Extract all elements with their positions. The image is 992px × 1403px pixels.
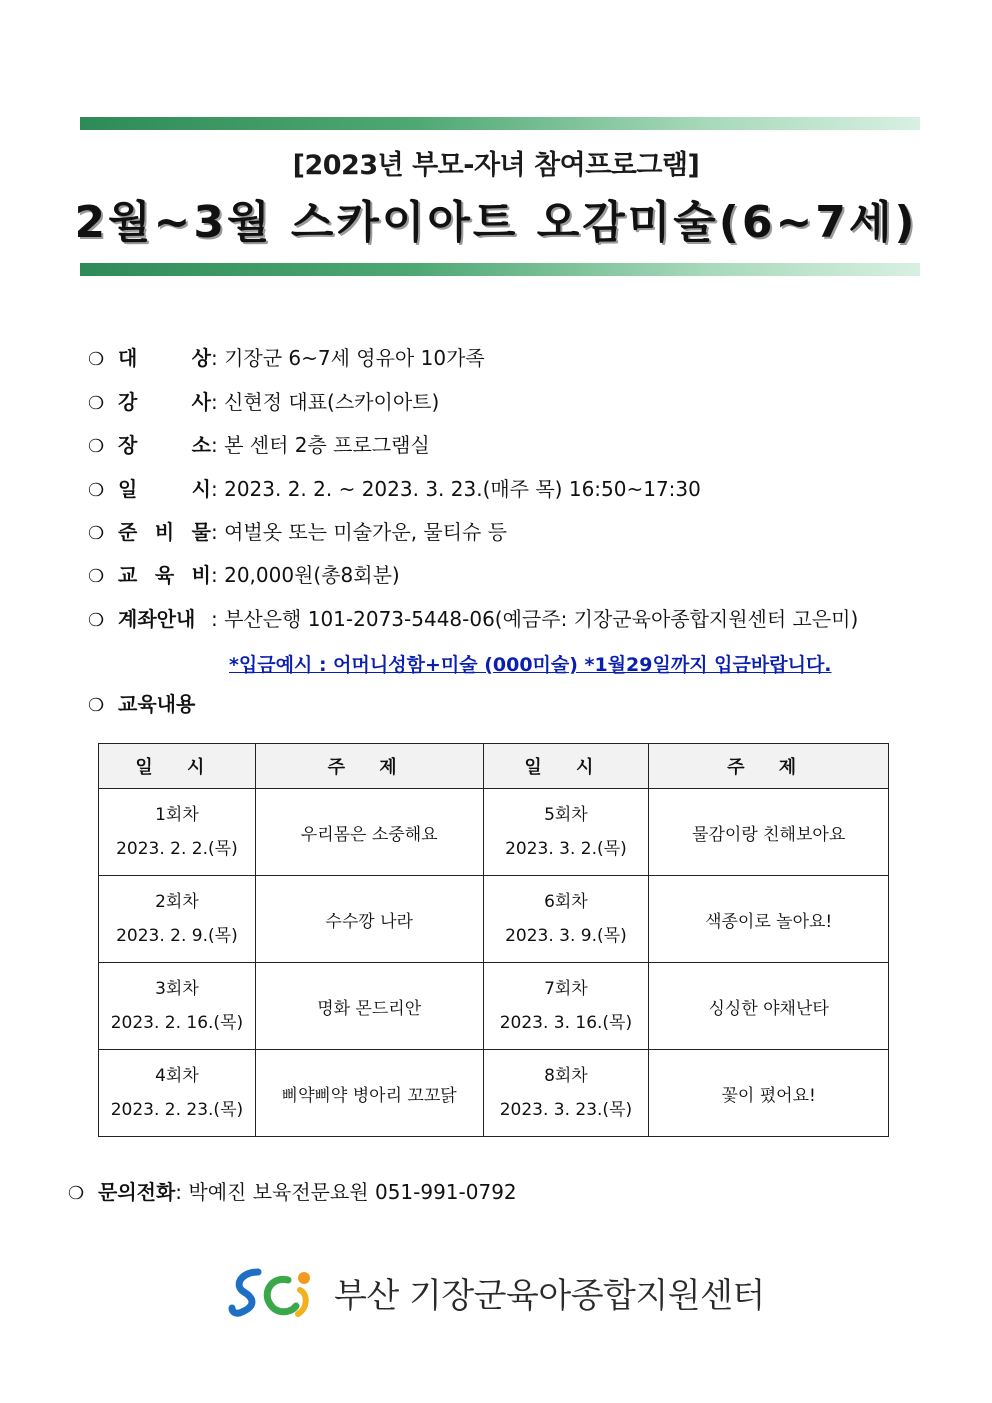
center-logo-icon bbox=[228, 1264, 320, 1320]
session-date: 2023. 3. 2.(목) bbox=[505, 839, 627, 859]
info-row-account bbox=[88, 607, 858, 633]
contact-value: : 박예진 보육전문요원 051-991-0792 bbox=[175, 1180, 517, 1204]
session-number: 3회차 bbox=[155, 979, 199, 999]
info-row-instructor bbox=[88, 390, 439, 416]
info-label: 교 육 비 bbox=[118, 563, 211, 587]
org-name: 부산 기장군육아종합지원센터 bbox=[334, 1275, 765, 1316]
session-date-cell bbox=[99, 876, 256, 963]
session-date: 2023. 2. 2.(목) bbox=[116, 839, 238, 859]
session-number: 6회차 bbox=[544, 892, 588, 912]
session-date-cell bbox=[483, 1050, 649, 1137]
info-row-fee bbox=[88, 563, 400, 589]
session-topic: 꽃이 폈어요! bbox=[649, 1050, 889, 1137]
info-row-supplies bbox=[88, 520, 507, 546]
program-subtitle: [2023년 부모-자녀 참여프로그램] bbox=[292, 150, 700, 181]
info-value: : 2023. 2. 2. ~ 2023. 3. 23.(매주 목) 16:50~17:30 bbox=[211, 477, 701, 501]
contact-label: 문의전화 bbox=[98, 1180, 176, 1204]
bullet-icon: ❍ bbox=[68, 1183, 85, 1204]
session-topic: 명화 몬드리안 bbox=[255, 963, 483, 1050]
session-date-cell bbox=[483, 963, 649, 1050]
header-date-2: 일 시 bbox=[483, 744, 649, 789]
session-date-cell bbox=[99, 963, 256, 1050]
content-heading-label: 교육내용 bbox=[118, 692, 196, 716]
session-number: 5회차 bbox=[544, 805, 588, 825]
session-date: 2023. 2. 23.(목) bbox=[110, 1100, 244, 1120]
session-date: 2023. 3. 9.(목) bbox=[505, 926, 627, 946]
session-number: 7회차 bbox=[544, 979, 588, 999]
session-number: 4회차 bbox=[155, 1066, 199, 1086]
info-value: : 20,000원(총8회분) bbox=[211, 563, 400, 587]
session-topic: 우리몸은 소중해요 bbox=[255, 789, 483, 876]
header-top-bar bbox=[80, 117, 920, 130]
info-label: 장 소 bbox=[118, 433, 211, 457]
bullet-icon: ❍ bbox=[88, 566, 105, 587]
session-number: 2회차 bbox=[155, 892, 199, 912]
info-label: 대 상 bbox=[118, 346, 211, 370]
session-date-cell bbox=[99, 789, 256, 876]
header-date-1: 일 시 bbox=[99, 744, 256, 789]
info-label: 준 비 물 bbox=[118, 520, 211, 544]
table-row bbox=[99, 1050, 889, 1137]
info-row-datetime bbox=[88, 477, 701, 503]
program-title: 2월~3월 스카이아트 오감미술(6~7세) bbox=[74, 197, 918, 248]
bullet-icon: ❍ bbox=[88, 436, 105, 457]
session-date-cell bbox=[483, 876, 649, 963]
header-topic-2: 주 제 bbox=[649, 744, 889, 789]
session-date: 2023. 3. 16.(목) bbox=[499, 1013, 633, 1033]
session-date: 2023. 3. 23.(목) bbox=[499, 1100, 633, 1120]
bullet-icon: ❍ bbox=[88, 523, 105, 544]
table-row bbox=[99, 789, 889, 876]
session-topic: 물감이랑 친해보아요 bbox=[649, 789, 889, 876]
session-date-cell bbox=[483, 789, 649, 876]
bullet-icon: ❍ bbox=[88, 610, 105, 631]
footer-logo-block bbox=[228, 1262, 765, 1322]
contact-row bbox=[68, 1176, 517, 1205]
deposit-note: *입금예시 : 어머니성함+미술 (000미술) *1월29일까지 입금바랍니다. bbox=[229, 654, 832, 676]
table-row bbox=[99, 876, 889, 963]
session-topic: 색종이로 놀아요! bbox=[649, 876, 889, 963]
info-row-target bbox=[88, 346, 485, 372]
bullet-icon: ❍ bbox=[88, 695, 105, 716]
info-value: : 기장군 6~7세 영유아 10가족 bbox=[211, 346, 485, 370]
info-label: 계좌안내 bbox=[118, 607, 196, 631]
info-value: : 여벌옷 또는 미술가운, 물티슈 등 bbox=[211, 520, 508, 544]
content-heading bbox=[88, 692, 195, 718]
bullet-icon: ❍ bbox=[88, 393, 105, 414]
info-label: 강 사 bbox=[118, 390, 211, 414]
bullet-icon: ❍ bbox=[88, 349, 105, 370]
session-date: 2023. 2. 16.(목) bbox=[110, 1013, 244, 1033]
schedule-table bbox=[98, 743, 889, 1137]
session-number: 8회차 bbox=[544, 1066, 588, 1086]
session-date: 2023. 2. 9.(목) bbox=[116, 926, 238, 946]
info-value: : 부산은행 101-2073-5448-06(예금주: 기장군육아종합지원센터 고은미) bbox=[211, 607, 859, 631]
session-topic: 삐약삐약 병아리 꼬꼬닭 bbox=[255, 1050, 483, 1137]
session-topic: 싱싱한 야채난타 bbox=[649, 963, 889, 1050]
table-row bbox=[99, 963, 889, 1050]
session-topic: 수수깡 나라 bbox=[255, 876, 483, 963]
session-date-cell bbox=[99, 1050, 256, 1137]
info-label: 일 시 bbox=[118, 477, 211, 501]
header-topic-1: 주 제 bbox=[255, 744, 483, 789]
info-value: : 신현정 대표(스카이아트) bbox=[211, 390, 440, 414]
table-header-row bbox=[99, 744, 889, 789]
session-number: 1회차 bbox=[155, 805, 199, 825]
info-row-location bbox=[88, 433, 430, 459]
bullet-icon: ❍ bbox=[88, 480, 105, 501]
header-bottom-bar bbox=[80, 263, 920, 276]
info-value: : 본 센터 2층 프로그램실 bbox=[211, 433, 430, 457]
